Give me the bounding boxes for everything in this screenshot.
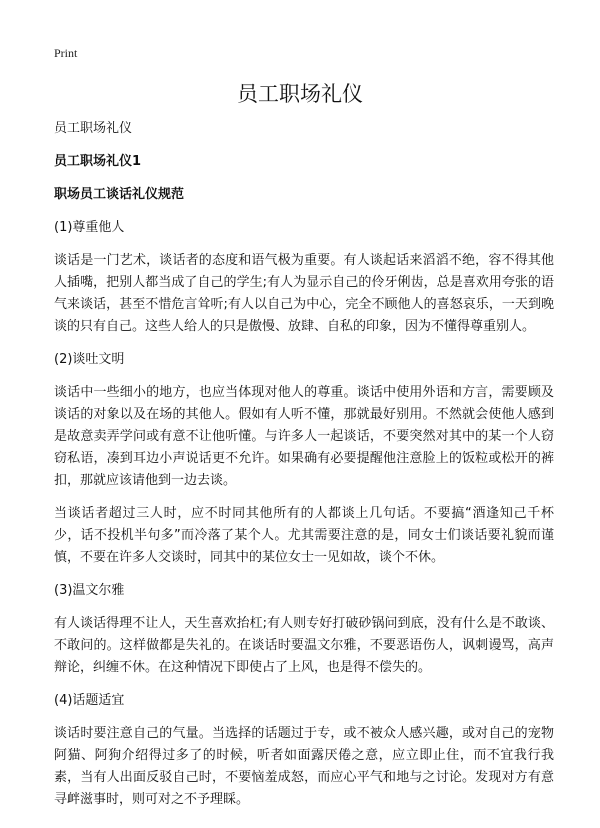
- paragraph: 当谈话者超过三人时，应不时同其他所有的人都谈上几句话。不要搞“酒逢知己千杯少，话不投机半句多”而冷落了某个人。尤其需要注意的是，同女士们谈话要礼貌而谨慎，不要在许多人交谈时，同其中的某位女士一见如故，谈个不休。: [54, 506, 554, 565]
- subsection-heading-respect: (1)尊重他人: [54, 220, 125, 235]
- paragraph: 谈话中一些细小的地方，也应当体现对他人的尊重。谈话中使用外语和方言，需要顾及谈话的对象以及在场的其他人。假如有人听不懂，那就最好别用。不然就会使他人感到是故意卖弄学问或有意不让他听懂。与许多人一起谈话，不要突然对其中的某一个人窃窃私语，凑到耳边小声说话更不允许。如果确有必要提醒他注意脸上的饭粒或松开的裤扣，那就应该请他到一边去谈。: [54, 385, 554, 488]
- page-title: 员工职场礼仪: [237, 82, 363, 106]
- paragraph: 谈话时要注意自己的气量。当选择的话题过于专，或不被众人感兴趣，或对自己的宠物阿猫、阿狗介绍得过多了的时候，听者如面露厌倦之意，应立即止住，而不宜我行我素，当有人出面反驳自己时，不要恼羞成怒，而应心平气和地与之讨论。发现对方有意寻衅滋事时，则可对之不予理睬。: [54, 726, 554, 807]
- document-body: [54, 118, 554, 822]
- print-label: Print: [54, 46, 78, 60]
- paragraph: 谈话是一门艺术，谈话者的态度和语气极为重要。有人谈起话来滔滔不绝，容不得其他人插嘴，把别人都当成了自己的学生;有人为显示自己的伶牙俐齿，总是喜欢用夸张的语气来谈话，甚至不惜危言耸听;有人以自己为中心，完全不顾他人的喜怒哀乐，一天到晚谈的只有自己。这些人给人的只是傲慢、放肆、自私的印象，因为不懂得尊重别人。: [54, 253, 554, 334]
- paragraph: 有人谈话得理不让人，天生喜欢抬杠;有人则专好打破砂锅问到底，没有什么是不敢谈、不敢问的。这样做都是失礼的。在谈话时要温文尔雅，不要恶语伤人，讽刺谩骂，高声辩论，纠缠不休。在这种情况下即使占了上风，也是得不偿失的。: [54, 616, 554, 675]
- topic-heading: 职场员工谈话礼仪规范: [54, 187, 185, 202]
- section-heading: 员工职场礼仪1: [54, 154, 142, 169]
- subsection-heading-suitable-topics: (4)话题适宜: [54, 693, 125, 708]
- subsection-heading-gentle-manner: (3)温文尔雅: [54, 583, 125, 598]
- document-subtitle: 员工职场礼仪: [54, 121, 133, 136]
- subsection-heading-civil-speech: (2)谈吐文明: [54, 352, 125, 367]
